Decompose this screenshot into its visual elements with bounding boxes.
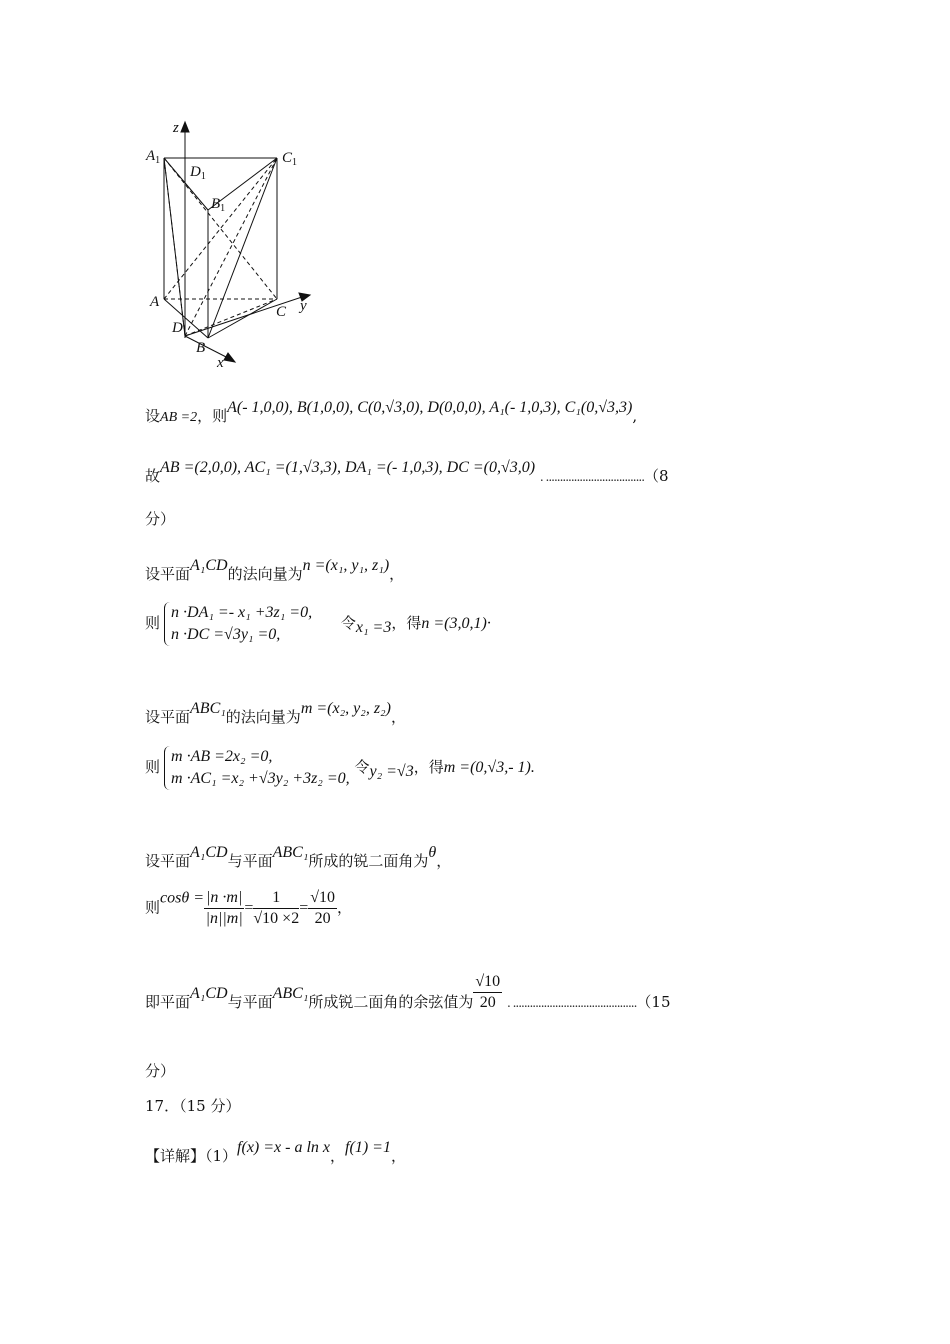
z-arrow <box>181 122 189 132</box>
dash-A1C <box>164 158 277 299</box>
label-D: D <box>172 320 183 336</box>
line-vectors: 故AB =(2,0,0), AC₁ =(1,√3,3), DA₁ =(- 1,0,3), DC =(0,√3,0) . ...................................（8 <box>145 459 669 485</box>
prism-figure <box>140 118 340 373</box>
label-y: y <box>300 298 307 314</box>
equation-system-n: n ·DA₁ =- x₁ +3z₁ =0, n ·DC =√3y₁ =0, <box>164 602 312 646</box>
label-D1: $D_1$ <box>190 164 206 182</box>
dash-DC1 <box>185 158 277 336</box>
line-angle-def: 设平面A₁CD与平面ABC₁所成的锐二面角为θ， <box>145 844 452 870</box>
label-C: C <box>276 304 287 320</box>
fraction-answer: $\frac{√10}{20}$ <box>475 973 501 1011</box>
dash-AC1 <box>164 158 277 299</box>
line-normal-m: 设平面ABC₁的法向量为m =(x₂, y₂, z₂)， <box>145 700 406 726</box>
label-x: x <box>217 355 224 371</box>
line-score-8: 分） <box>145 510 176 528</box>
line-conclusion: 即平面A₁CD与平面ABC₁所成锐二面角的余弦值为 $\frac{√10}{20}$ . ............................................（15 <box>145 973 671 1011</box>
label-C1: $C_1$ <box>282 150 298 168</box>
label-z: z <box>173 120 179 136</box>
x-arrow <box>224 353 235 362</box>
label-B: B <box>196 340 206 356</box>
x-axis <box>185 336 232 360</box>
fraction-one: $\frac{1}{√10 \times 2}$ <box>253 889 300 927</box>
edge-BC <box>208 299 277 338</box>
line-coords: 设AB =2，则A(- 1,0,0), B(1,0,0), C(0,√3,0), D(0,0,0), A₁(- 1,0,3), C₁(0,√3,3), <box>145 399 638 425</box>
line-system-n: 则 n ·DA₁ =- x₁ +3z₁ =0, n ·DC =√3y₁ =0, 令x₁ =3，得n =(3,0,1)· <box>145 602 491 646</box>
label-A1: $A_1$ <box>146 148 161 166</box>
fraction-result: $\frac{√10}{20}$ <box>310 889 336 927</box>
fraction-nm: $\frac{|n \cdot m|}{|n||m|}$ <box>205 889 243 927</box>
line-system-m: 则 m ·AB =2x₂ =0, m ·AC₁ =x₂ +√3y₂ +3z₂ =0, 令y₂ =√3，得m =(0,√3,- 1). <box>145 746 535 790</box>
dash-DC <box>185 299 277 336</box>
label-B1: $B_1$ <box>211 196 226 214</box>
problem-17-heading: 17．（15 分） <box>145 1097 241 1115</box>
vectors-expr: AB =(2,0,0), AC₁ =(1,√3,3), DA₁ =(- 1,0,3), DC =(0,√3,0) <box>160 459 536 476</box>
line-cos: 则cosθ = $\frac{|n \cdot m|}{|n||m|}$ = $\frac{1}{√10 \times 2}$ = $\frac{√10}{20}$ ， <box>145 889 353 927</box>
coords-expr: A(- 1,0,0), B(1,0,0), C(0,√3,0), D(0,0,0), A₁(- 1,0,3), C₁(0,√3,3) <box>227 399 633 416</box>
seg-BC1 <box>208 158 277 338</box>
line-normal-n: 设平面A₁CD的法向量为n =(x₁, y₁, z₁)， <box>145 557 405 583</box>
line-detail: 【详解】（1）f(x) =x - a ln x，f(1) =1， <box>145 1139 406 1165</box>
label-A: A <box>150 294 160 310</box>
seg-A1B <box>164 158 185 336</box>
line-score-15: 分） <box>145 1062 176 1080</box>
equation-system-m: m ·AB =2x₂ =0, m ·AC₁ =x₂ +√3y₂ +3z₂ =0, <box>164 746 350 790</box>
